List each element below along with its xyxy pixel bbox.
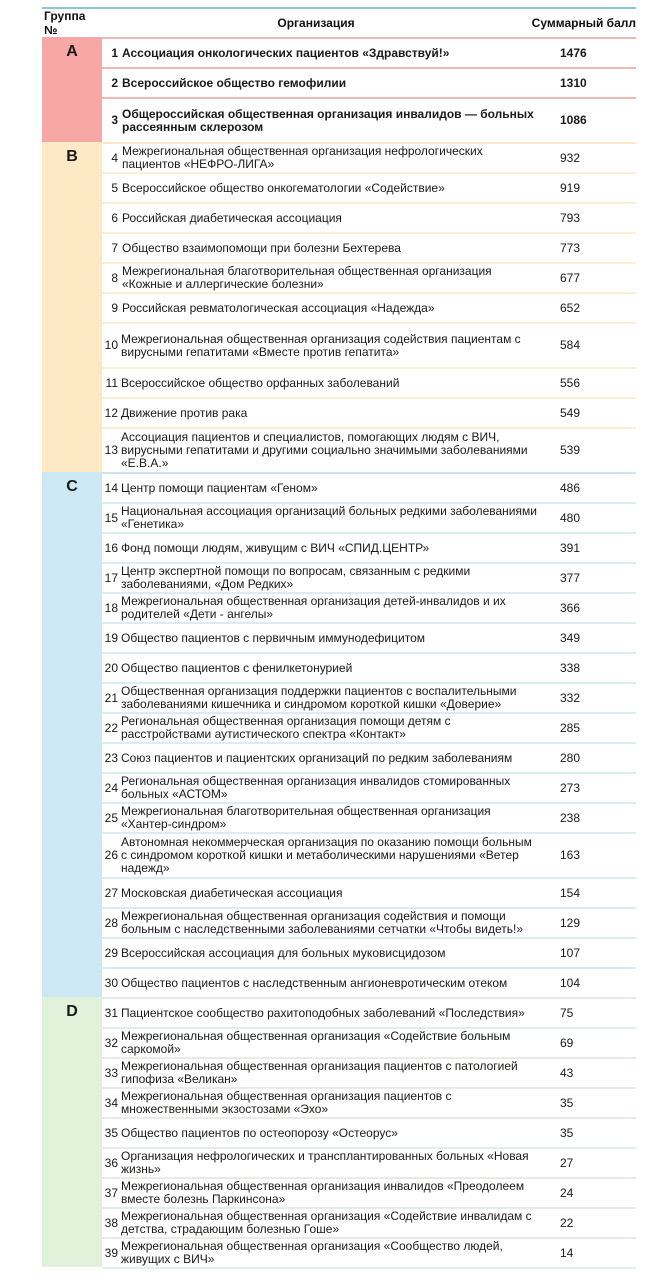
- table-row: [102, 1237, 636, 1267]
- table-row: [102, 37, 636, 67]
- table-row: [102, 712, 636, 742]
- organization-name: Общероссийская общественная организация инвалидов — больных рассеянным склерозом: [122, 106, 534, 134]
- row-number: 8: [111, 270, 118, 285]
- organization-name: Региональная общественная организация инвалидов стомированных больных «АСТОМ»: [121, 774, 511, 801]
- organization-name: Общество пациентов с фенилкетонурией: [121, 660, 353, 675]
- table-row: [102, 1117, 636, 1147]
- total-score: 69: [560, 1035, 574, 1050]
- total-score: 338: [560, 660, 581, 675]
- table-row: [102, 232, 636, 262]
- total-score: 104: [560, 975, 581, 990]
- table-row: [102, 802, 636, 832]
- row-number: 10: [104, 338, 118, 352]
- total-score: 35: [560, 1125, 574, 1140]
- table-row: [102, 202, 636, 232]
- total-score: 486: [560, 480, 581, 495]
- total-score: 584: [560, 338, 581, 352]
- organization-name: Движение против рака: [121, 405, 248, 420]
- total-score: 27: [560, 1155, 574, 1170]
- organization-name: Общество пациентов с первичным иммунодефицитом: [121, 630, 425, 645]
- total-score: 549: [560, 405, 581, 420]
- group-label: C: [42, 472, 102, 997]
- table-header: [42, 9, 636, 37]
- organization-name: Межрегиональная общественная организация инвалидов «Преодолеем вместе болезнь Паркинсона»: [121, 1179, 525, 1206]
- header-organization: Организация: [277, 16, 355, 30]
- group-rows: [102, 472, 636, 997]
- organization-name: Пациентское сообщество рахитоподобных заболеваний «Последствия»: [121, 1005, 525, 1020]
- total-score: 332: [560, 690, 581, 705]
- organization-name: Всероссийское общество орфанных заболеваний: [121, 375, 400, 390]
- organization-name: Межрегиональная общественная организация содействия пациентам с вирусными гепатитами «Вместе против гепатита»: [121, 331, 521, 359]
- organization-name: Общество взаимопомощи при болезни Бехтерева: [122, 240, 401, 255]
- total-score: 14: [560, 1245, 574, 1260]
- total-score: 1310: [560, 75, 587, 90]
- row-number: 27: [104, 885, 118, 900]
- total-score: 349: [560, 630, 581, 645]
- table-body: [42, 37, 636, 1267]
- total-score: 677: [560, 270, 581, 285]
- organization-name: Всероссийское общество онкогематологии «Содействие»: [122, 180, 445, 195]
- total-score: 391: [560, 540, 581, 555]
- row-number: 29: [104, 945, 118, 960]
- header-num: №: [44, 23, 58, 37]
- total-score: 280: [560, 750, 581, 765]
- row-number: 34: [104, 1095, 118, 1110]
- table-row: [102, 97, 636, 142]
- organization-name: Организация нефрологических и трансплантированных больных «Новая жизнь»: [121, 1149, 529, 1176]
- table-row: [102, 592, 636, 622]
- row-number: 20: [104, 660, 118, 675]
- table-row: [102, 562, 636, 592]
- table-row: [102, 907, 636, 937]
- group-rows: [102, 37, 636, 142]
- row-number: 25: [104, 810, 118, 825]
- total-score: 22: [560, 1215, 574, 1230]
- total-score: 1476: [560, 45, 587, 60]
- row-number: 17: [104, 570, 118, 585]
- organization-name: Межрегиональная общественная организация детей-инвалидов и их родителей «Дети - ангелы»: [121, 594, 506, 621]
- organization-name: Межрегиональная общественная организация «Сообщество людей, живущих с ВИЧ»: [121, 1239, 503, 1266]
- row-number: 39: [104, 1245, 118, 1260]
- total-score: 932: [560, 150, 581, 165]
- row-number: 11: [105, 375, 118, 390]
- table-row: [102, 67, 636, 97]
- total-score: 773: [560, 240, 581, 255]
- row-number: 23: [104, 750, 118, 765]
- total-score: 539: [560, 443, 581, 457]
- total-score: 154: [560, 885, 581, 900]
- row-number: 7: [111, 240, 118, 255]
- total-score: 163: [560, 848, 581, 862]
- total-score: 273: [560, 780, 581, 795]
- group-label: D: [42, 997, 102, 1267]
- total-score: 129: [560, 915, 581, 930]
- total-score: 480: [560, 510, 581, 525]
- organization-name: Центр экспертной помощи по вопросам, связанным с редкими заболеваниями, «Дом Редких»: [121, 564, 471, 591]
- table-row: [102, 1057, 636, 1087]
- group-rows: [102, 142, 636, 472]
- total-score: 919: [560, 180, 581, 195]
- organization-name: Ассоциация пациентов и специалистов, помогающих людям с ВИЧ, вирусными гепатитами и другими социально значимыми заболеваниями «Е.В.А.»: [121, 430, 528, 470]
- table-row: [102, 292, 636, 322]
- row-number: 6: [111, 210, 118, 225]
- table-row: [102, 1177, 636, 1207]
- table-row: [102, 472, 636, 502]
- table-row: [102, 967, 636, 997]
- table-row: [102, 1207, 636, 1237]
- table-row: [102, 742, 636, 772]
- table-row: [102, 832, 636, 877]
- organization-name: Межрегиональная благотворительная общественная организация «Хантер-синдром»: [121, 804, 491, 831]
- organization-name: Национальная ассоциация организаций больных редкими заболеваниями «Генетика»: [121, 504, 537, 531]
- total-score: 1086: [560, 113, 587, 127]
- row-number: 31: [104, 1005, 118, 1020]
- table-row: [102, 682, 636, 712]
- total-score: 75: [560, 1005, 574, 1020]
- row-number: 2: [111, 75, 118, 90]
- organization-name: Всероссийское общество гемофилии: [122, 75, 347, 90]
- group-label: B: [42, 142, 102, 472]
- total-score: 793: [560, 210, 581, 225]
- row-number: 26: [104, 848, 118, 862]
- organization-name: Межрегиональная общественная организация нефрологических пациентов «НЕФРО-ЛИГА»: [122, 144, 483, 171]
- table-row: [102, 652, 636, 682]
- organization-name: Центр помощи пациентам «Геном»: [121, 480, 318, 495]
- table-row: [102, 142, 636, 172]
- row-number: 15: [104, 510, 118, 525]
- row-number: 22: [104, 720, 118, 735]
- organization-name: Региональная общественная организация помощи детям с расстройствами аутистического спектра «Контакт»: [121, 714, 451, 741]
- row-number: 19: [104, 630, 118, 645]
- total-score: 24: [560, 1185, 574, 1200]
- total-score: 652: [560, 300, 581, 315]
- table-row: [102, 502, 636, 532]
- header-score: Суммарный балл: [531, 16, 636, 30]
- table-row: [102, 1087, 636, 1117]
- row-number: 24: [104, 780, 118, 795]
- table-row: [102, 427, 636, 472]
- ranking-table: [42, 7, 636, 1269]
- table-row: [102, 322, 636, 367]
- organization-name: Общество пациентов по остеопорозу «Остеорус»: [121, 1125, 398, 1140]
- row-number: 14: [104, 480, 118, 495]
- organization-name: Московская диабетическая ассоциация: [121, 885, 343, 900]
- table-row: [102, 622, 636, 652]
- row-number: 13: [104, 443, 118, 457]
- organization-name: Межрегиональная общественная организация пациентов с патологией гипофиза «Великан»: [121, 1059, 518, 1086]
- total-score: 285: [560, 720, 581, 735]
- row-number: 30: [104, 975, 118, 990]
- row-number: 28: [104, 915, 118, 930]
- table-row: [102, 997, 636, 1027]
- total-score: 238: [560, 810, 581, 825]
- header-group: Группа: [44, 9, 86, 23]
- organization-name: Межрегиональная благотворительная общественная организация «Кожные и аллергические болезни»: [122, 264, 492, 291]
- header-group-num: [42, 9, 102, 37]
- table-row: [102, 877, 636, 907]
- organization-name: Российская диабетическая ассоциация: [122, 210, 342, 225]
- total-score: 556: [560, 375, 581, 390]
- table-bottom-divider: [102, 1267, 636, 1269]
- table-row: [102, 532, 636, 562]
- row-number: 4: [111, 150, 118, 165]
- row-number: 21: [104, 690, 118, 705]
- organization-name: Межрегиональная общественная организация «Содействие больным саркомой»: [121, 1029, 511, 1056]
- table-row: [102, 937, 636, 967]
- group-a: [42, 37, 636, 142]
- total-score: 366: [560, 600, 581, 615]
- group-c: [42, 472, 636, 997]
- row-number: 3: [111, 113, 118, 127]
- total-score: 43: [560, 1065, 574, 1080]
- organization-name: Межрегиональная общественная организация содействия и помощи больным с наследственными заболеваниями сетчатки «Чтобы видеть!»: [121, 909, 524, 936]
- row-number: 1: [111, 45, 118, 60]
- row-number: 32: [104, 1035, 118, 1050]
- group-b: [42, 142, 636, 472]
- organization-name: Общественная организация поддержки пациентов с воспалительными заболеваниями кишечника и синдромом короткой кишки «Доверие»: [121, 684, 517, 711]
- group-label: A: [42, 37, 102, 142]
- row-number: 37: [104, 1185, 118, 1200]
- row-number: 38: [104, 1215, 118, 1230]
- organization-name: Фонд помощи людям, живущим с ВИЧ «СПИД.ЦЕНТР»: [121, 540, 430, 555]
- organization-name: Автономная некоммерческая организация по оказанию помощи больным с синдромом короткой кишки и метаболическими нарушениями «Ветер надежд»: [121, 835, 532, 875]
- table-row: [102, 1027, 636, 1057]
- total-score: 377: [560, 570, 581, 585]
- total-score: 35: [560, 1095, 574, 1110]
- organization-name: Ассоциация онкологических пациентов «Здравствуй!»: [122, 45, 450, 60]
- table-row: [102, 367, 636, 397]
- organization-name: Всероссийская ассоциация для больных муковисцидозом: [121, 945, 446, 960]
- organization-name: Общество пациентов с наследственным ангионевротическим отеком: [121, 975, 508, 990]
- group-d: [42, 997, 636, 1267]
- row-number: 9: [111, 300, 118, 315]
- table-row: [102, 172, 636, 202]
- row-number: 33: [104, 1065, 118, 1080]
- organization-name: Межрегиональная общественная организация пациентов с множественными экзостозами «Эхо»: [121, 1089, 452, 1116]
- row-number: 16: [104, 540, 118, 555]
- row-number: 5: [111, 180, 118, 195]
- row-number: 36: [104, 1155, 118, 1170]
- organization-name: Межрегиональная общественная организация «Содействие инвалидам с детства, страдающим болезнью Гоше»: [121, 1209, 532, 1236]
- organization-name: Российская ревматологическая ассоциация «Надежда»: [122, 300, 435, 315]
- organization-name: Союз пациентов и пациентских организаций по редким заболеваниям: [121, 750, 513, 765]
- row-number: 18: [104, 600, 118, 615]
- table-row: [102, 397, 636, 427]
- table-row: [102, 1147, 636, 1177]
- group-rows: [102, 997, 636, 1267]
- row-number: 35: [104, 1125, 118, 1140]
- table-row: [102, 262, 636, 292]
- table-row: [102, 772, 636, 802]
- row-number: 12: [104, 405, 118, 420]
- total-score: 107: [560, 945, 581, 960]
